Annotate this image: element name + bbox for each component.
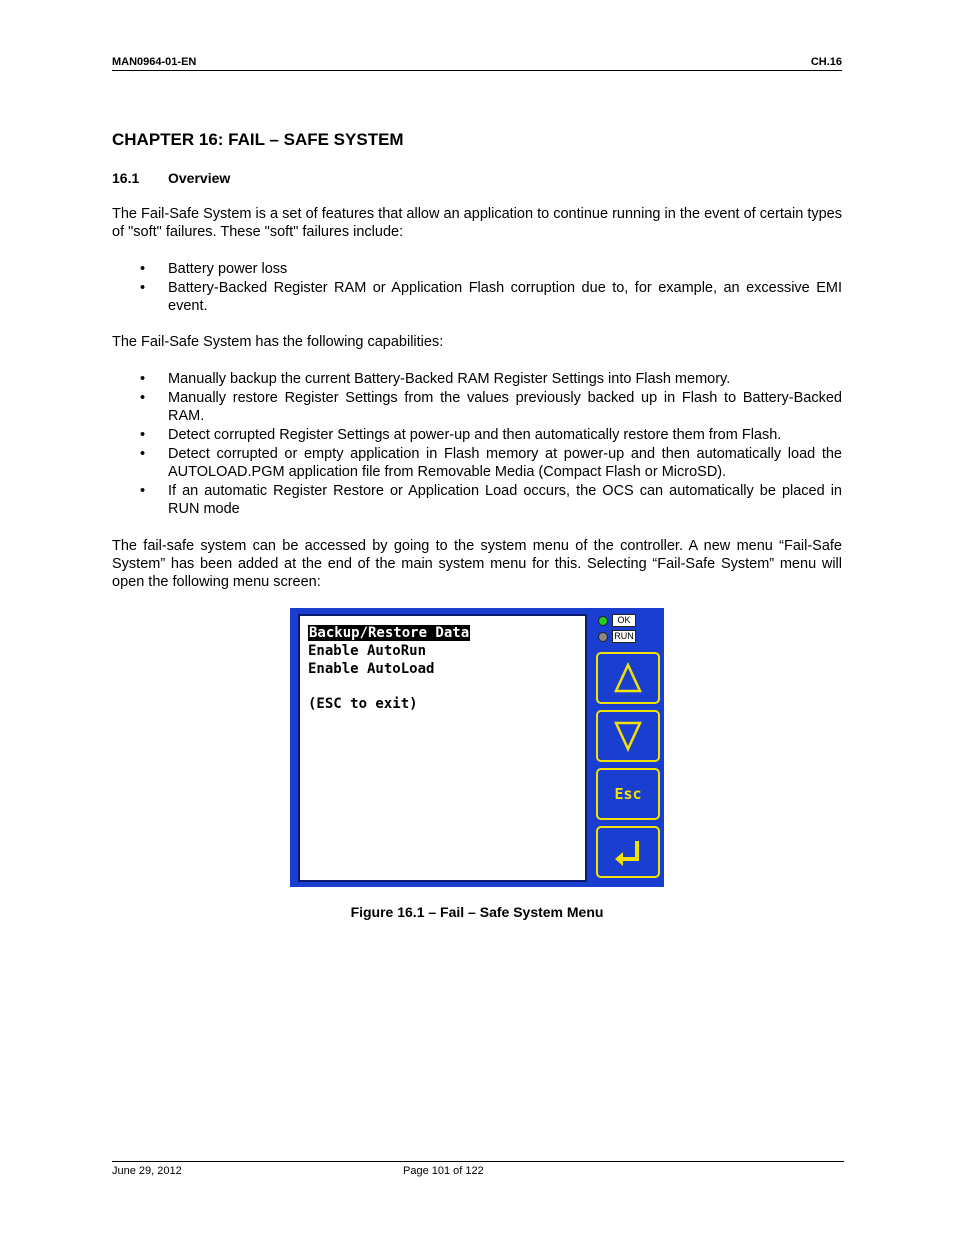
figure-caption: Figure 16.1 – Fail – Safe System Menu bbox=[350, 904, 604, 920]
list-item: • Battery power loss bbox=[140, 261, 288, 277]
down-button[interactable] bbox=[596, 710, 660, 762]
page-footer bbox=[112, 1161, 844, 1178]
capabilities-list bbox=[112, 370, 842, 519]
intro-paragraph: The Fail-Safe System is a set of features that allow an application to continue running in the event of certain types of "soft" failures. These "soft" failures include: bbox=[112, 206, 842, 240]
menu-item-backup-restore[interactable]: Backup/Restore Data bbox=[309, 625, 470, 641]
menu-item-enable-autoload[interactable]: Enable AutoLoad bbox=[308, 661, 435, 677]
failures-list bbox=[112, 260, 842, 316]
run-indicator bbox=[598, 630, 638, 643]
exit-hint: (ESC to exit) bbox=[308, 696, 418, 712]
chapter-title: CHAPTER 16: FAIL – SAFE SYSTEM bbox=[112, 130, 404, 149]
ok-label: OK bbox=[612, 614, 636, 627]
up-arrow-icon bbox=[613, 662, 643, 694]
list-item: • Manually backup the current Battery-Backed RAM Register Settings into Flash memory. bbox=[140, 371, 731, 387]
status-led-icon bbox=[598, 616, 608, 626]
ok-indicator bbox=[598, 614, 638, 627]
status-led-icon bbox=[598, 632, 608, 642]
run-label: RUN bbox=[612, 630, 636, 643]
footer-date: June 29, 2012 bbox=[112, 1165, 182, 1177]
capabilities-intro: The Fail-Safe System has the following capabilities: bbox=[112, 334, 444, 350]
section-heading bbox=[112, 170, 230, 186]
doc-id: MAN0964-01-EN bbox=[112, 56, 197, 68]
list-item: • Detect corrupted or empty application in Flash memory at power-up and then automatically load the AUTOLOAD.PGM application file from Removable Media (Compact Flash or MicroSD). bbox=[140, 446, 842, 480]
menu-item-enable-autorun[interactable]: Enable AutoRun bbox=[308, 643, 427, 659]
section-title: Overview bbox=[168, 170, 231, 186]
page-header bbox=[112, 56, 842, 71]
list-item: • If an automatic Register Restore or Application Load occurs, the OCS can automatically be placed in RUN mode bbox=[140, 483, 842, 517]
chapter-ref: CH.16 bbox=[810, 56, 842, 68]
esc-button[interactable] bbox=[596, 768, 660, 820]
lcd-display bbox=[298, 614, 587, 882]
section-number: 16.1 bbox=[112, 170, 140, 186]
list-item: • Manually restore Register Settings from the values previously backed up in Flash to Battery-Backed RAM. bbox=[140, 390, 842, 424]
list-item: • Battery-Backed Register RAM or Application Flash corruption due to, for example, an excessive EMI event. bbox=[140, 280, 842, 314]
esc-label: Esc bbox=[614, 785, 642, 803]
list-item: • Detect corrupted Register Settings at power-up and then automatically restore them from Flash. bbox=[140, 427, 782, 443]
failsafe-menu-screen bbox=[290, 608, 664, 887]
page-number: Page 101 of 122 bbox=[403, 1165, 484, 1177]
access-paragraph: The fail-safe system can be accessed by going to the system menu of the controller. A new menu “Fail-Safe System” has been added at the end of the main system menu for this. Selecting “Fail-Safe System” menu will open the following menu screen: bbox=[112, 538, 842, 590]
enter-button[interactable] bbox=[596, 826, 660, 878]
down-arrow-icon bbox=[613, 720, 643, 752]
enter-icon bbox=[613, 837, 643, 867]
up-button[interactable] bbox=[596, 652, 660, 704]
